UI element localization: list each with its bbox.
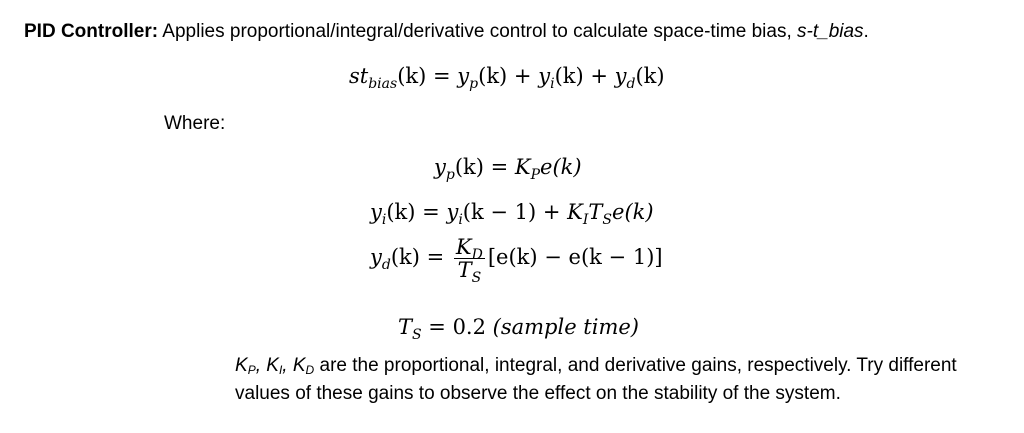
derivative-fraction: $\frac{K_D}{T_S}$ (455, 235, 483, 287)
where-label: Where: (164, 113, 226, 134)
gains-line-1: $K_P$, $K_I$, $K_D$ are the proportional, integral, and derivative gains, respectively. Try different (235, 355, 957, 377)
intro-text: Applies proportional/integral/derivative control to calculate space-time bias, (158, 21, 798, 42)
intro-heading: PID Controller: (24, 21, 159, 42)
equation-derivative: $y_d(k)$ = $\frac{K_D}{T_S}$ [e(k) − e(k − 1)] (370, 235, 663, 287)
equation-proportional: $y_p(k) = K_Pe(k)$ (434, 155, 582, 183)
equation-st-bias: $st_{bias}(k) = y_p(k) + y_i(k) + y_d(k)$ (349, 64, 665, 92)
equation-integral: $y_i(k) = y_i(k - 1) + K_IT_Se(k)$ (370, 200, 654, 228)
intro-paragraph (24, 21, 869, 44)
intro-variable: s-t_bias (797, 21, 864, 42)
equation-sample-time: $T_S = 0.2$ (sample time) (398, 315, 639, 343)
gains-line-2: values of these gains to observe the effect on the stability of the system. (235, 383, 841, 404)
intro-period: . (863, 21, 869, 42)
